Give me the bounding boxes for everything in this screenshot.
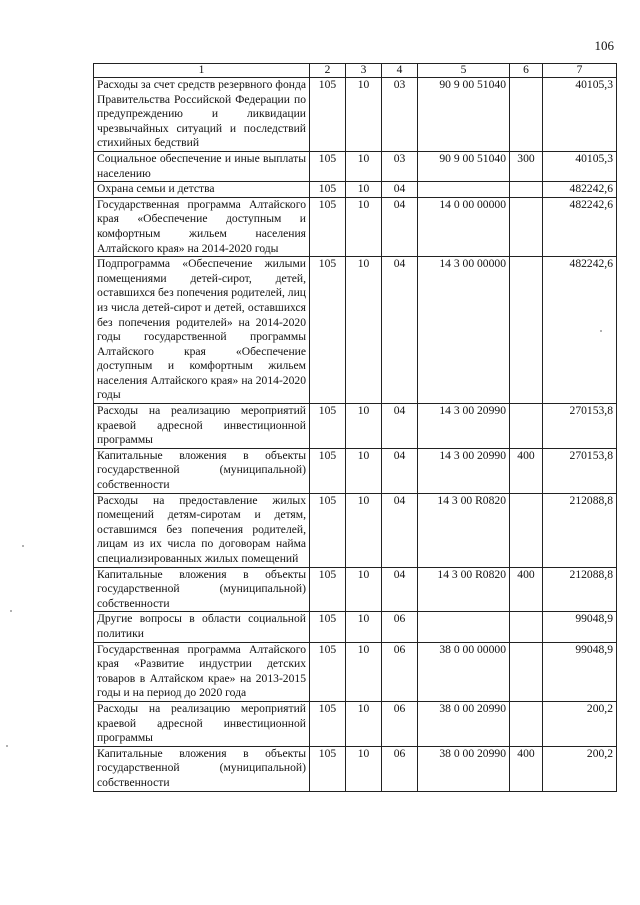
table-row [94, 746, 617, 791]
row-target-article-cell: 38 0 00 00000 [418, 642, 510, 701]
row-expense-type-cell [510, 612, 543, 642]
row-amount-cell: 482242,6 [543, 182, 617, 198]
scan-speck [600, 330, 602, 332]
row-section-cell: 10 [346, 151, 382, 181]
row-expense-type-cell: 400 [510, 448, 543, 493]
row-name-cell: Охрана семьи и детства [94, 182, 310, 198]
table-row [94, 642, 617, 701]
row-expense-type-cell: 300 [510, 151, 543, 181]
column-header: 7 [543, 64, 617, 78]
row-amount-cell: 99048,9 [543, 612, 617, 642]
row-name-cell: Государственная программа Алтайского края «Развитие индустрии детских товаров в Алтайском крае» на 2013-2015 годы и на период до 2020 года [94, 642, 310, 701]
table-header-row [94, 64, 617, 78]
row-code-cell: 105 [310, 404, 346, 449]
row-code-cell: 105 [310, 151, 346, 181]
scan-speck [6, 745, 8, 747]
row-subsection-cell: 04 [382, 448, 418, 493]
row-name-cell: Социальное обеспечение и иные выплаты населению [94, 151, 310, 181]
row-expense-type-cell [510, 257, 543, 404]
row-code-cell: 105 [310, 493, 346, 567]
row-target-article-cell: 14 3 00 R0820 [418, 493, 510, 567]
row-amount-cell: 212088,8 [543, 493, 617, 567]
row-subsection-cell: 06 [382, 746, 418, 791]
table-row [94, 701, 617, 746]
row-code-cell: 105 [310, 701, 346, 746]
budget-table [93, 63, 617, 792]
column-header: 5 [418, 64, 510, 78]
row-code-cell: 105 [310, 448, 346, 493]
row-name-cell: Государственная программа Алтайского края «Обеспечение доступным и комфортным жильем населения Алтайского края» на 2014-2020 годы [94, 197, 310, 256]
row-amount-cell: 40105,3 [543, 151, 617, 181]
row-target-article-cell [418, 612, 510, 642]
row-name-cell: Капитальные вложения в объекты государственной (муниципальной) собственности [94, 448, 310, 493]
row-target-article-cell: 14 3 00 20990 [418, 448, 510, 493]
row-amount-cell: 40105,3 [543, 78, 617, 152]
row-target-article-cell: 90 9 00 51040 [418, 151, 510, 181]
row-expense-type-cell [510, 701, 543, 746]
row-target-article-cell: 14 0 00 00000 [418, 197, 510, 256]
table-row [94, 182, 617, 198]
row-code-cell: 105 [310, 182, 346, 198]
row-name-cell: Капитальные вложения в объекты государственной (муниципальной) собственности [94, 567, 310, 612]
row-subsection-cell: 04 [382, 493, 418, 567]
row-section-cell: 10 [346, 404, 382, 449]
row-section-cell: 10 [346, 567, 382, 612]
row-code-cell: 105 [310, 78, 346, 152]
row-name-cell: Подпрограмма «Обеспечение жилыми помещениями детей-сирот, детей, оставшихся без попечения родителей, лиц из числа детей-сирот и детей, оставшихся без попечения родителей» на 2014-2020 годы государственной программы Алтайского края «Обеспечение доступным и комфортным жильем населения Алтайского края» на 2014-2020 годы [94, 257, 310, 404]
table-row [94, 151, 617, 181]
row-subsection-cell: 06 [382, 642, 418, 701]
page-number: 106 [594, 38, 614, 53]
column-header: 3 [346, 64, 382, 78]
table-row [94, 197, 617, 256]
row-target-article-cell: 38 0 00 20990 [418, 746, 510, 791]
table-row [94, 612, 617, 642]
column-header: 2 [310, 64, 346, 78]
table-row [94, 493, 617, 567]
row-target-article-cell: 14 3 00 00000 [418, 257, 510, 404]
row-target-article-cell: 90 9 00 51040 [418, 78, 510, 152]
row-section-cell: 10 [346, 197, 382, 256]
row-section-cell: 10 [346, 746, 382, 791]
row-amount-cell: 200,2 [543, 701, 617, 746]
row-section-cell: 10 [346, 701, 382, 746]
row-expense-type-cell [510, 404, 543, 449]
scan-speck [10, 610, 12, 612]
row-amount-cell: 200,2 [543, 746, 617, 791]
row-amount-cell: 99048,9 [543, 642, 617, 701]
row-name-cell: Другие вопросы в области социальной политики [94, 612, 310, 642]
row-code-cell: 105 [310, 567, 346, 612]
row-code-cell: 105 [310, 257, 346, 404]
row-expense-type-cell [510, 642, 543, 701]
row-name-cell: Расходы за счет средств резервного фонда Правительства Российской Федерации по предупреждению и ликвидации чрезвычайных ситуаций и последствий стихийных бедствий [94, 78, 310, 152]
column-header: 4 [382, 64, 418, 78]
row-code-cell: 105 [310, 746, 346, 791]
column-header: 6 [510, 64, 543, 78]
row-name-cell: Капитальные вложения в объекты государственной (муниципальной) собственности [94, 746, 310, 791]
table-row [94, 448, 617, 493]
table-row [94, 404, 617, 449]
row-target-article-cell: 14 3 00 20990 [418, 404, 510, 449]
row-section-cell: 10 [346, 448, 382, 493]
row-section-cell: 10 [346, 493, 382, 567]
row-code-cell: 105 [310, 197, 346, 256]
row-amount-cell: 482242,6 [543, 197, 617, 256]
row-amount-cell: 270153,8 [543, 448, 617, 493]
row-target-article-cell: 38 0 00 20990 [418, 701, 510, 746]
row-name-cell: Расходы на предоставление жилых помещений детям-сиротам и детям, оставшимся без попечения родителей, лицам из их числа по договорам найма специализированных жилых помещений [94, 493, 310, 567]
column-header: 1 [94, 64, 310, 78]
row-expense-type-cell [510, 182, 543, 198]
row-section-cell: 10 [346, 182, 382, 198]
row-code-cell: 105 [310, 612, 346, 642]
row-subsection-cell: 04 [382, 567, 418, 612]
row-expense-type-cell: 400 [510, 746, 543, 791]
row-subsection-cell: 04 [382, 197, 418, 256]
table-row [94, 257, 617, 404]
table-row [94, 567, 617, 612]
row-expense-type-cell [510, 493, 543, 567]
row-amount-cell: 482242,6 [543, 257, 617, 404]
row-subsection-cell: 04 [382, 182, 418, 198]
row-name-cell: Расходы на реализацию мероприятий краевой адресной инвестиционной программы [94, 701, 310, 746]
row-expense-type-cell: 400 [510, 567, 543, 612]
row-name-cell: Расходы на реализацию мероприятий краевой адресной инвестиционной программы [94, 404, 310, 449]
row-amount-cell: 270153,8 [543, 404, 617, 449]
row-subsection-cell: 04 [382, 404, 418, 449]
row-code-cell: 105 [310, 642, 346, 701]
row-expense-type-cell [510, 197, 543, 256]
row-target-article-cell [418, 182, 510, 198]
scan-speck [22, 545, 24, 547]
row-subsection-cell: 03 [382, 78, 418, 152]
row-target-article-cell: 14 3 00 R0820 [418, 567, 510, 612]
row-section-cell: 10 [346, 78, 382, 152]
row-subsection-cell: 04 [382, 257, 418, 404]
row-section-cell: 10 [346, 612, 382, 642]
row-section-cell: 10 [346, 257, 382, 404]
row-subsection-cell: 06 [382, 701, 418, 746]
row-section-cell: 10 [346, 642, 382, 701]
row-expense-type-cell [510, 78, 543, 152]
row-subsection-cell: 03 [382, 151, 418, 181]
table-row [94, 78, 617, 152]
row-subsection-cell: 06 [382, 612, 418, 642]
row-amount-cell: 212088,8 [543, 567, 617, 612]
